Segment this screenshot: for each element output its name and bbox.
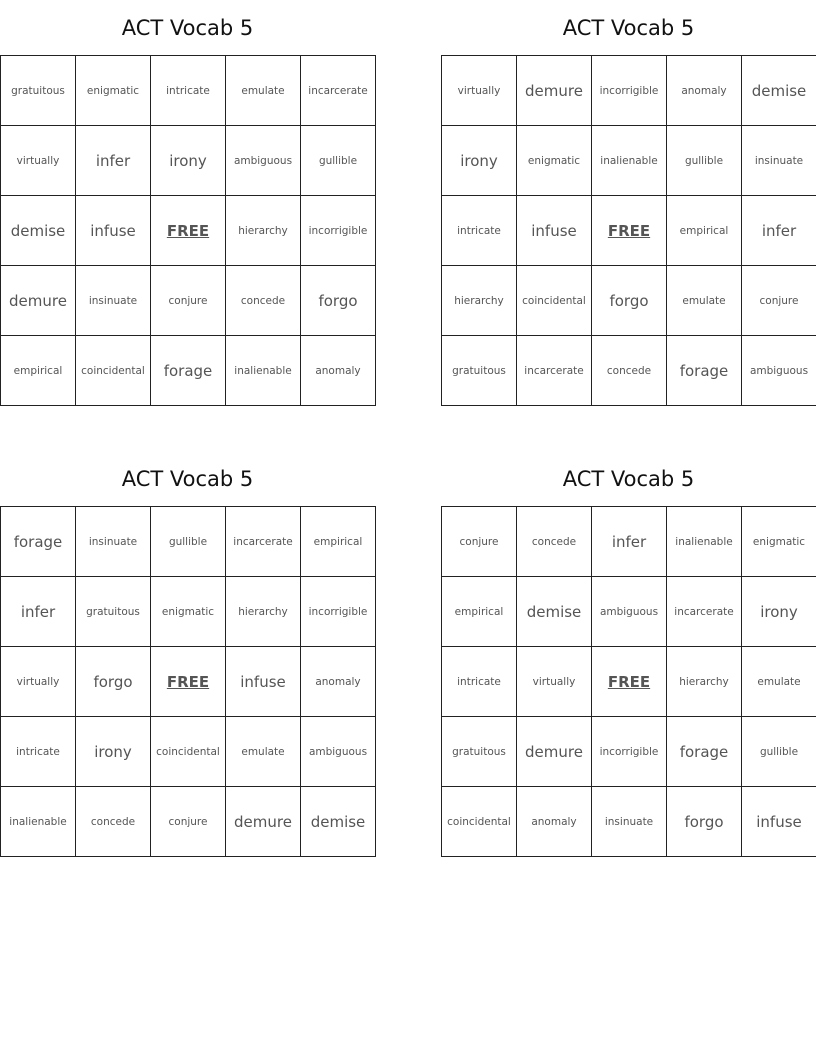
grid-cell: enigmatic	[742, 507, 816, 577]
grid-cell: anomaly	[517, 787, 592, 857]
grid-cell: gullible	[301, 126, 376, 196]
grid-cell: incorrigible	[301, 577, 376, 647]
grid-row	[442, 717, 816, 787]
grid-row	[1, 126, 376, 196]
grid-cell: conjure	[442, 507, 517, 577]
grid-row	[442, 196, 816, 266]
grid-cell: inalienable	[667, 507, 742, 577]
grid-cell: gratuitous	[442, 336, 517, 406]
grid-cell: anomaly	[301, 336, 376, 406]
grid-cell: emulate	[742, 647, 816, 717]
bingo-grid	[441, 55, 816, 406]
grid-cell: irony	[742, 577, 816, 647]
grid-row	[442, 787, 816, 857]
bingo-card-3	[0, 451, 375, 857]
bingo-grid	[441, 506, 816, 857]
grid-cell: concede	[517, 507, 592, 577]
grid-cell: intricate	[151, 56, 226, 126]
grid-cell: empirical	[1, 336, 76, 406]
card-title: ACT Vocab 5	[562, 16, 695, 40]
grid-cell: conjure	[151, 787, 226, 857]
grid-cell: intricate	[442, 196, 517, 266]
grid-cell: coincidental	[76, 336, 151, 406]
grid-cell: gratuitous	[76, 577, 151, 647]
grid-cell: concede	[76, 787, 151, 857]
bingo-card-1	[0, 0, 375, 406]
grid-cell: forage	[151, 336, 226, 406]
grid-cell: forage	[667, 717, 742, 787]
grid-cell: anomaly	[667, 56, 742, 126]
grid-cell: empirical	[301, 507, 376, 577]
grid-cell: inalienable	[592, 126, 667, 196]
grid-row	[442, 577, 816, 647]
grid-cell: gullible	[667, 126, 742, 196]
grid-cell: demise	[301, 787, 376, 857]
grid-row	[1, 266, 376, 336]
grid-cell: infuse	[742, 787, 816, 857]
card-title: ACT Vocab 5	[121, 467, 254, 491]
grid-cell: demure	[226, 787, 301, 857]
grid-cell: infer	[742, 196, 816, 266]
grid-row	[1, 717, 376, 787]
grid-row	[442, 126, 816, 196]
grid-cell: infer	[76, 126, 151, 196]
grid-cell: forage	[667, 336, 742, 406]
grid-row	[1, 647, 376, 717]
grid-row	[442, 647, 816, 717]
grid-cell: incorrigible	[592, 56, 667, 126]
grid-cell: hierarchy	[226, 196, 301, 266]
card-title: ACT Vocab 5	[562, 467, 695, 491]
grid-cell: enigmatic	[151, 577, 226, 647]
free-space: FREE	[592, 196, 667, 266]
grid-cell: ambiguous	[226, 126, 301, 196]
grid-cell: irony	[151, 126, 226, 196]
grid-cell: emulate	[667, 266, 742, 336]
bingo-grid	[0, 506, 376, 857]
bingo-grid	[0, 55, 376, 406]
grid-cell: demure	[517, 717, 592, 787]
grid-cell: enigmatic	[517, 126, 592, 196]
grid-cell: insinuate	[76, 266, 151, 336]
grid-cell: incarcerate	[226, 507, 301, 577]
grid-cell: gratuitous	[1, 56, 76, 126]
grid-cell: infuse	[226, 647, 301, 717]
grid-cell: intricate	[442, 647, 517, 717]
grid-row	[1, 56, 376, 126]
grid-row	[1, 787, 376, 857]
grid-cell: infuse	[76, 196, 151, 266]
grid-cell: ambiguous	[742, 336, 816, 406]
grid-cell: ambiguous	[301, 717, 376, 787]
grid-cell: forgo	[667, 787, 742, 857]
grid-row	[1, 507, 376, 577]
grid-cell: hierarchy	[226, 577, 301, 647]
free-space: FREE	[592, 647, 667, 717]
grid-cell: virtually	[442, 56, 517, 126]
grid-cell: insinuate	[592, 787, 667, 857]
grid-cell: gullible	[742, 717, 816, 787]
grid-cell: forgo	[301, 266, 376, 336]
grid-cell: virtually	[517, 647, 592, 717]
grid-row	[442, 266, 816, 336]
grid-cell: incarcerate	[301, 56, 376, 126]
grid-cell: inalienable	[226, 336, 301, 406]
grid-cell: insinuate	[742, 126, 816, 196]
grid-cell: incarcerate	[517, 336, 592, 406]
grid-cell: coincidental	[442, 787, 517, 857]
free-space: FREE	[151, 647, 226, 717]
grid-cell: virtually	[1, 126, 76, 196]
grid-cell: forgo	[76, 647, 151, 717]
grid-cell: forgo	[592, 266, 667, 336]
grid-cell: emulate	[226, 717, 301, 787]
grid-cell: demise	[1, 196, 76, 266]
grid-row	[442, 56, 816, 126]
grid-cell: emulate	[226, 56, 301, 126]
grid-cell: insinuate	[76, 507, 151, 577]
grid-cell: conjure	[151, 266, 226, 336]
free-space: FREE	[151, 196, 226, 266]
grid-cell: infer	[592, 507, 667, 577]
grid-cell: incarcerate	[667, 577, 742, 647]
grid-cell: irony	[442, 126, 517, 196]
grid-cell: demise	[742, 56, 816, 126]
grid-cell: conjure	[742, 266, 816, 336]
grid-cell: gullible	[151, 507, 226, 577]
grid-cell: demure	[1, 266, 76, 336]
grid-cell: gratuitous	[442, 717, 517, 787]
grid-cell: intricate	[1, 717, 76, 787]
grid-cell: hierarchy	[442, 266, 517, 336]
grid-cell: demure	[517, 56, 592, 126]
grid-row	[1, 577, 376, 647]
grid-cell: empirical	[442, 577, 517, 647]
grid-cell: concede	[226, 266, 301, 336]
grid-cell: infer	[1, 577, 76, 647]
grid-cell: hierarchy	[667, 647, 742, 717]
grid-row	[1, 196, 376, 266]
grid-cell: coincidental	[517, 266, 592, 336]
grid-cell: concede	[592, 336, 667, 406]
grid-cell: anomaly	[301, 647, 376, 717]
grid-cell: enigmatic	[76, 56, 151, 126]
bingo-card-2	[441, 0, 816, 406]
bingo-card-4	[441, 451, 816, 857]
grid-row	[442, 336, 816, 406]
grid-cell: infuse	[517, 196, 592, 266]
grid-cell: inalienable	[1, 787, 76, 857]
grid-cell: empirical	[667, 196, 742, 266]
grid-cell: demise	[517, 577, 592, 647]
grid-row	[442, 507, 816, 577]
grid-row	[1, 336, 376, 406]
grid-cell: virtually	[1, 647, 76, 717]
grid-cell: incorrigible	[301, 196, 376, 266]
grid-cell: ambiguous	[592, 577, 667, 647]
grid-cell: coincidental	[151, 717, 226, 787]
grid-cell: forage	[1, 507, 76, 577]
grid-cell: irony	[76, 717, 151, 787]
card-title: ACT Vocab 5	[121, 16, 254, 40]
grid-cell: incorrigible	[592, 717, 667, 787]
